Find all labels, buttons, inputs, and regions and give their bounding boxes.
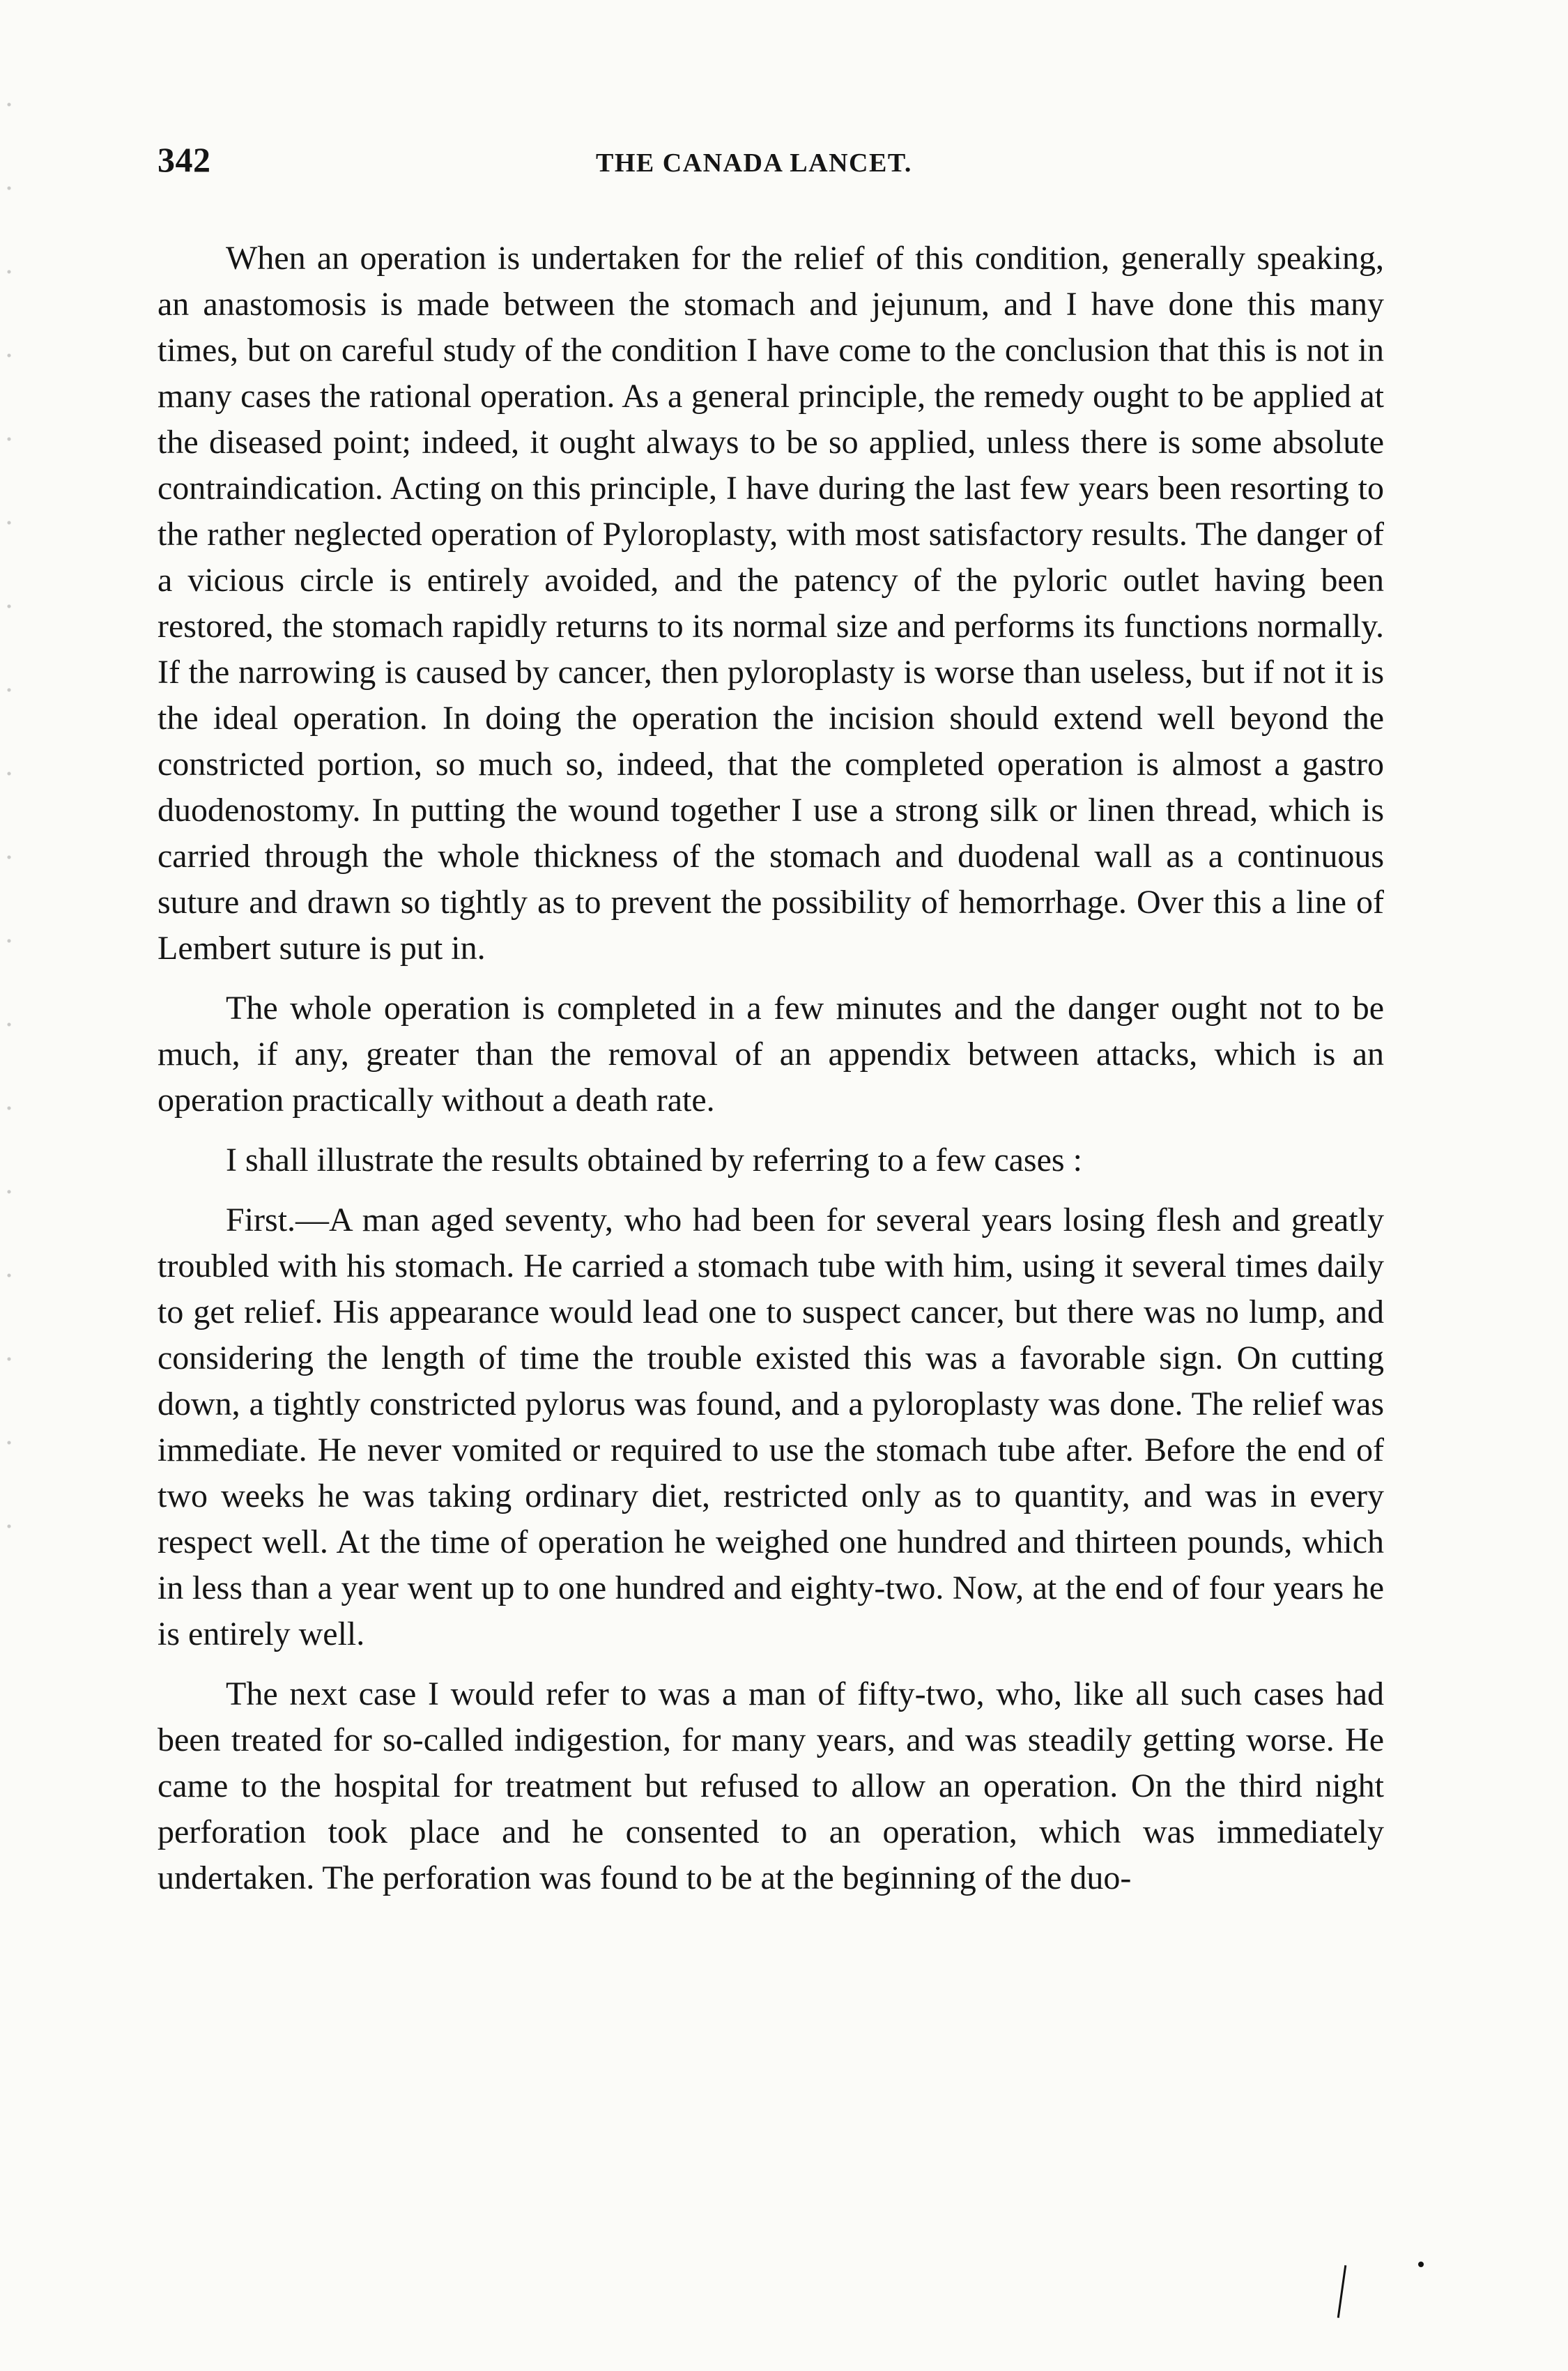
scan-margin-marks — [6, 63, 13, 1596]
scan-artifact-mark — [1337, 2265, 1347, 2318]
paragraph-operation-risk: The whole operation is completed in a few minutes and the danger ought not to be much, if any, greater than the removal of an appendix between attacks, which is an operation practically without a death rate. — [157, 990, 1384, 1119]
running-head: THE CANADA LANCET. — [596, 148, 912, 178]
paragraph-first-case: First.—A man aged seventy, who had been for several years losing flesh and greatly troubled with his stomach. He carried a stomach tube with him, using it several times daily to get relief. His appearance would lead one to suspect cancer, but there was no lump, and considering the length of time the trouble existed this was a favorable sign. On cutting down, a tightly constricted pylorus was found, and a pyloroplasty was done. The relief was immediate. He never vomited or required to use the stomach tube after. Before the end of two weeks he was taking ordinary diet, restricted only as to quantity, and was in every respect well. At the time of operation he weighed one hundred and thirteen pounds, which in less than a year went up to one hundred and eighty-two. Now, at the end of four years he is entirely well. — [157, 1202, 1384, 1652]
paragraph-case-introduction: I shall illustrate the results obtained by referring to a few cases : — [226, 1142, 1082, 1179]
scan-artifact-dot — [1418, 2262, 1424, 2267]
article-body — [157, 236, 1384, 1901]
paragraph-operation-rationale: When an operation is undertaken for the relief of this condition, generally speaking, an anastomosis is made between the stomach and jejunum, and I have done this many times, but on careful study of the condition I have come to the conclusion that this is not in many cases the rational operation. As a general principle, the remedy ought to be applied at the diseased point; indeed, it ought always to be so applied, unless there is some absolute contraindication. Acting on this principle, I have during the last few years been resorting to the rather neglected operation of Pyloroplasty, with most satisfactory results. The danger of a vicious circle is entirely avoided, and the patency of the pyloric outlet having been restored, the stomach rapidly returns to its normal size and performs its functions normally. If the narrowing is caused by cancer, then pyloroplasty is worse than useless, but if not it is the ideal operation. In doing the operation the incision should extend well beyond the constricted portion, so much so, indeed, that the completed operation is almost a gastro duodenostomy. In putting the wound together I use a strong silk or linen thread, which is carried through the whole thickness of the stomach and duodenal wall as a continuous suture and drawn so tightly as to prevent the possibility of hemorrhage. Over this a line of Lembert suture is put in. — [157, 240, 1384, 967]
page-header — [157, 139, 1384, 195]
paragraph-next-case: The next case I would refer to was a man of fifty-two, who, like all such cases had been treated for so-called indigestion, for many years, and was steadily getting worse. He came to the hospital for treatment but refused to allow an operation. On the third night perforation took place and he consented to an operation, which was immediately undertaken. The perforation was found to be at the beginning of the duo- — [157, 1675, 1384, 1896]
page-number: 342 — [157, 140, 211, 179]
